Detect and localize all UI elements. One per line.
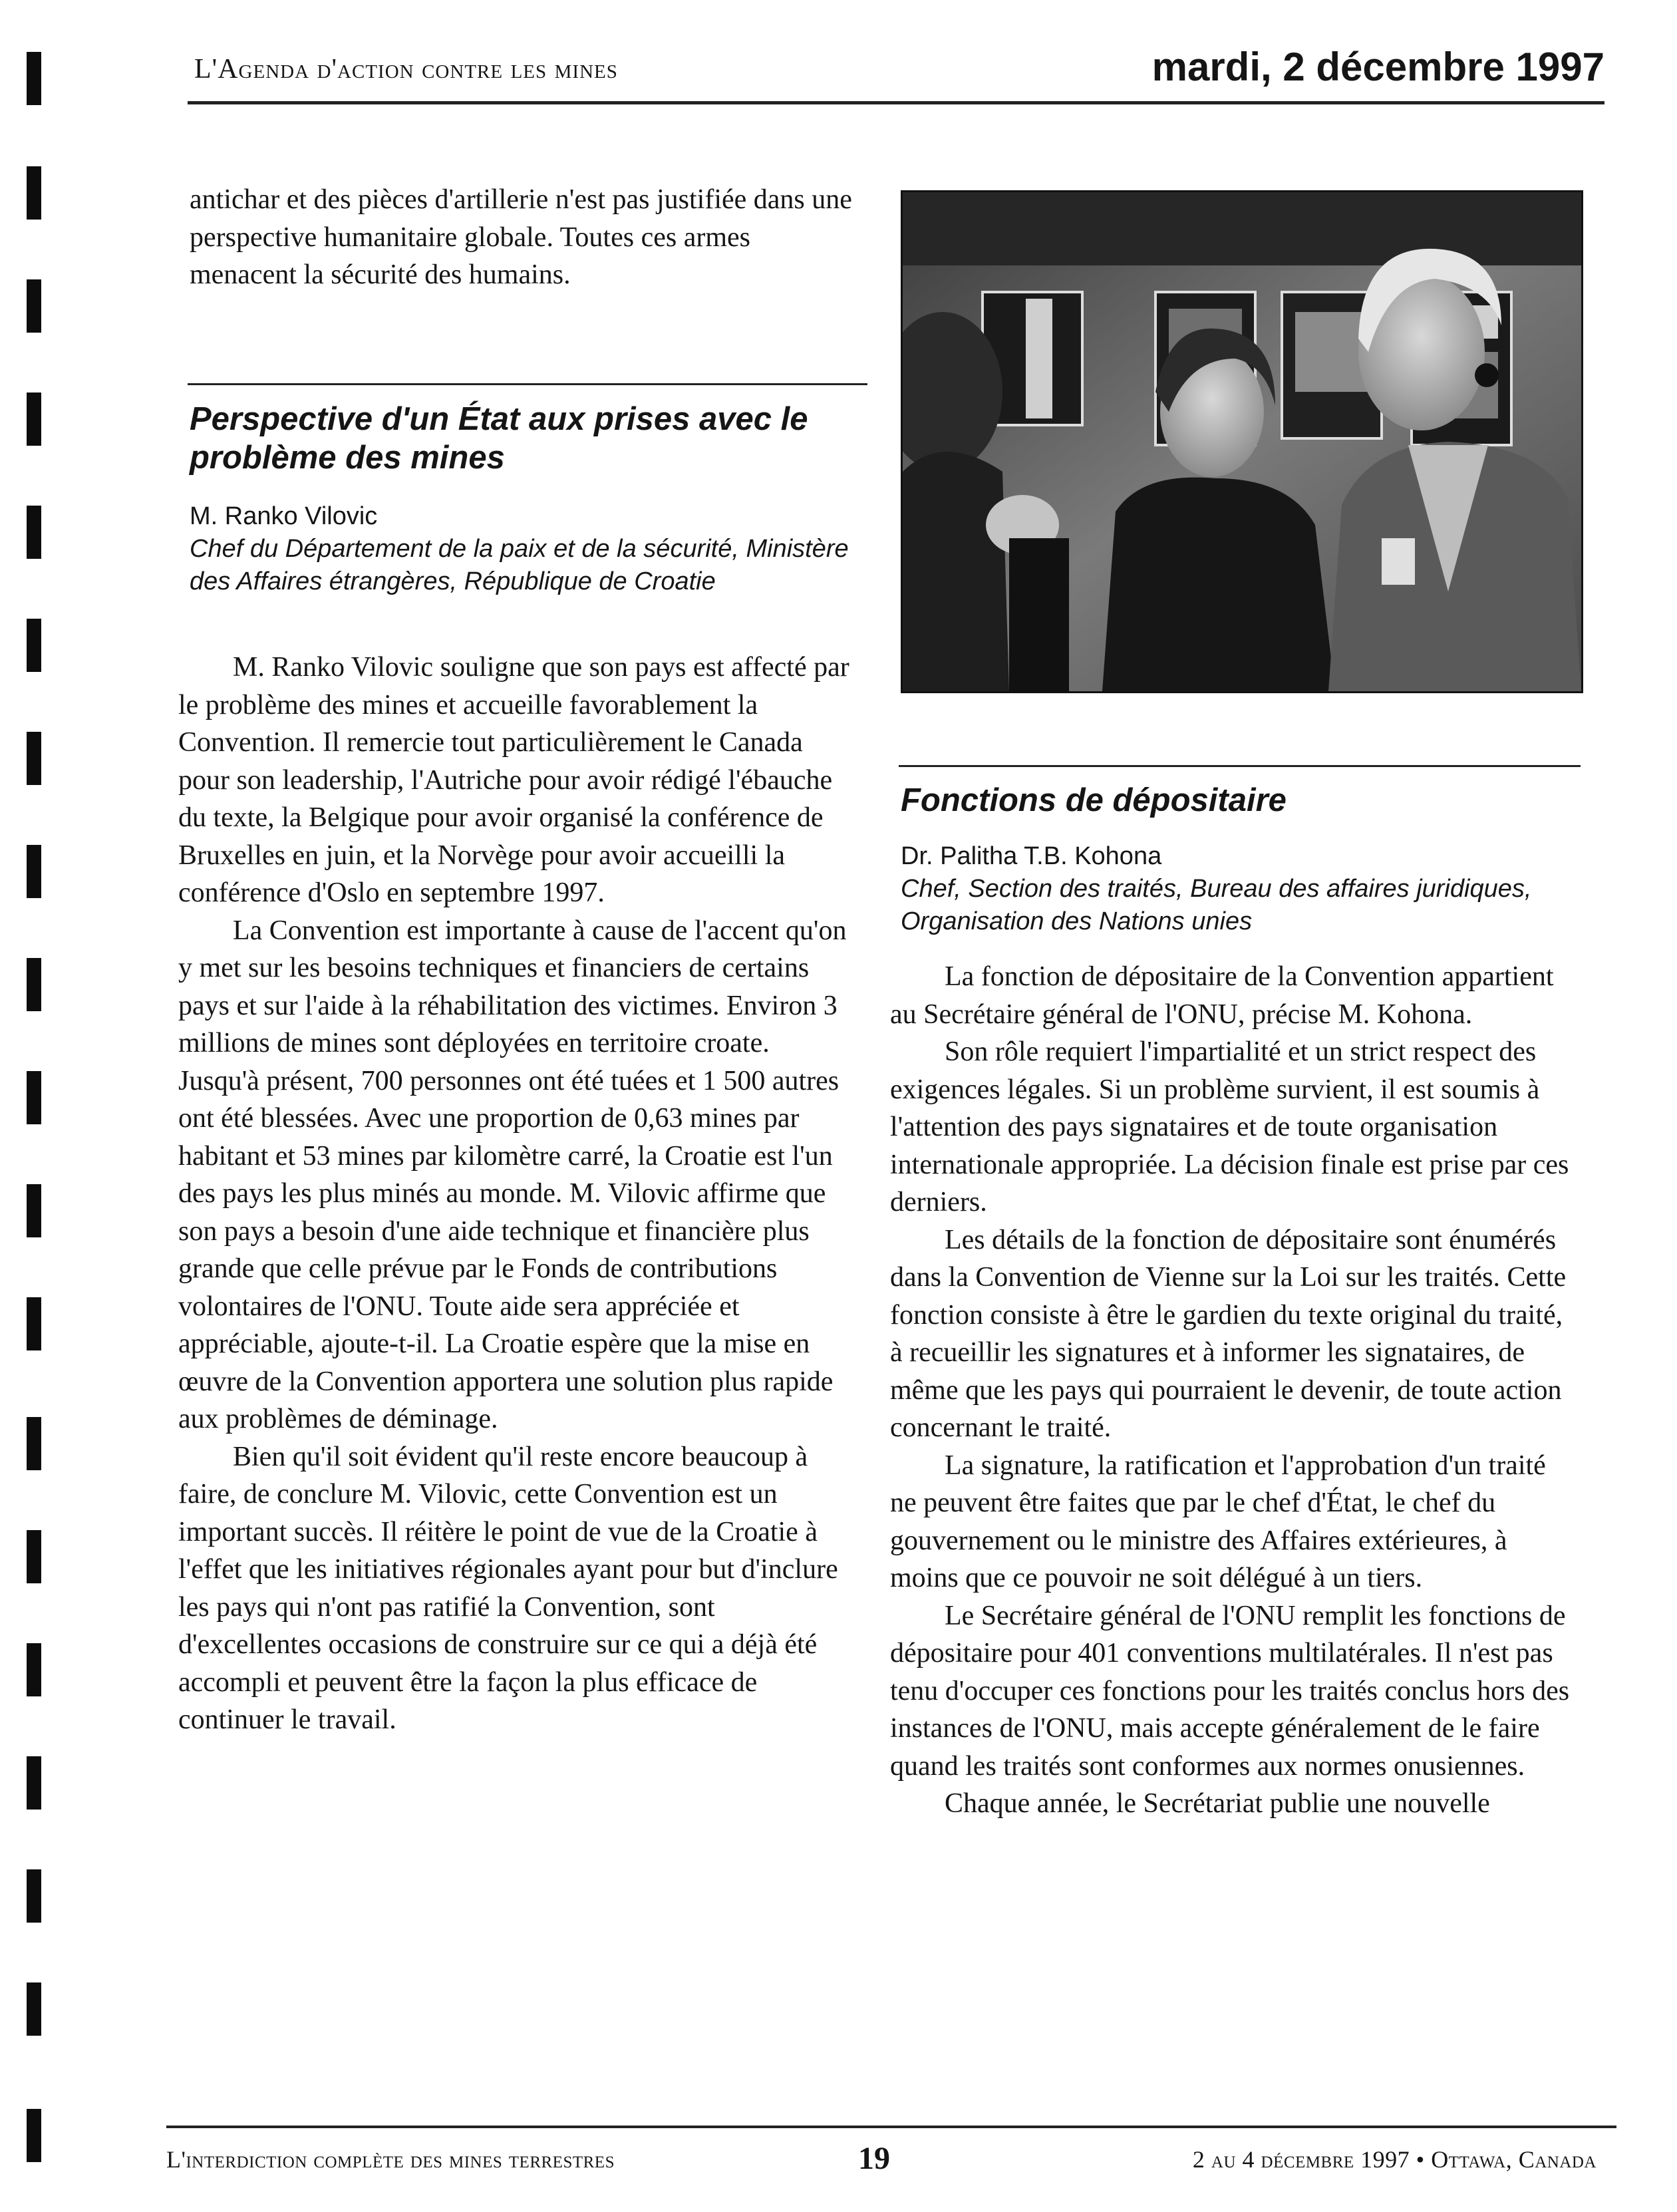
speaker-name: Dr. Palitha T.B. Kohona (901, 842, 1162, 870)
speaker-role: Chef du Département de la paix et de la sécurité, Ministère des Affaires étrangères, République de Croatie (190, 535, 849, 595)
paragraph: La Convention est importante à cause de l'accent qu'on y met sur les besoins techniques et financiers de certains pays et sur l'aide à la réhabilitation des victimes. Environ 3 millions de mines sont déployées en territoire croate. Jusqu'à présent, 700 personnes ont été tuées et 1 500 autres ont été blessées. Avec une proportion de 0,63 mines par habitant et 53 mines par kilomètre carré, la Croatie est l'un des pays les plus minés au monde. M. Vilovic affirme que son pays a besoin d'une aide technique et financière plus grande que celle prévue par le Fonds de contributions volontaires de l'ONU. Toute aide sera appréciée et appréciable, ajoute-t-il. La Croatie espère que la mise en œuvre de la Convention apportera une solution plus rapide aux problèmes de déminage. (178, 915, 847, 1434)
byline-2 (901, 840, 1566, 938)
running-header (188, 41, 1604, 104)
paragraph: Chaque année, le Secrétariat publie une nouvelle (945, 1788, 1490, 1819)
binder-mark (27, 1184, 41, 1237)
paragraph: La signature, la ratification et l'approbation d'un traité ne peuvent être faites que par le chef d'État, le chef du gouvernement ou le ministre des Affaires extérieures, à moins que ce pouvoir ne soit délégué à un tiers. (890, 1450, 1546, 1593)
binder-mark (27, 1982, 41, 2036)
publication-title: L'Agenda d'action contre les mines (194, 54, 618, 84)
paragraph: antichar et des pièces d'artillerie n'est pas justifiée dans une perspective humanitaire globale. Toutes ces armes menacent la sécurité des humains. (190, 184, 852, 290)
paragraph: Les détails de la fonction de dépositaire sont énumérés dans la Convention de Vienne sur la Loi sur les traités. Cette fonction consiste à être le gardien du texte original du traité, à recueillir les signatures et à informer les signataires, de même que les pays qui pourraient le devenir, de toute action concernant le traité. (890, 1224, 1567, 1443)
paragraph: Bien qu'il soit évident qu'il reste encore beaucoup à faire, de conclure M. Vilovic, cette Convention est un important succès. Il réitère le point de vue de la Croatie à l'effet que les initiatives régionales ayant pour but d'inclure les pays qui n'ont pas ratifié la Convention, sont d'excellentes occasions de construire sur ce qui a déjà été accompli et peuvent être la façon la plus efficace de continuer le travail. (178, 1441, 838, 1735)
binder-mark (27, 1643, 41, 1696)
binder-mark (27, 845, 41, 898)
section-divider (899, 765, 1581, 767)
binder-mark (27, 52, 41, 105)
issue-date: mardi, 2 décembre 1997 (1151, 45, 1604, 89)
footer-publication: L'interdiction complète des mines terrestres (166, 2146, 615, 2173)
conference-photo (901, 190, 1583, 693)
binder-mark (27, 958, 41, 1011)
speaker-role: Chef, Section des traités, Bureau des affaires juridiques, Organisation des Nations unies (901, 875, 1532, 935)
binder-mark (27, 732, 41, 785)
binder-mark (27, 2109, 41, 2162)
binder-mark (27, 1869, 41, 1923)
paragraph: La fonction de dépositaire de la Convention appartient au Secrétaire général de l'ONU, précise M. Kohona. (890, 961, 1554, 1030)
binder-mark (27, 393, 41, 446)
paragraph: Son rôle requiert l'impartialité et un strict respect des exigences légales. Si un problème survient, il est soumis à l'attention des pays signataires et de toute organisation internationale appropriée. La décision finale est prise par ces derniers. (890, 1036, 1569, 1217)
page-number: 19 (858, 2141, 890, 2176)
section-divider (188, 383, 867, 385)
binder-mark (27, 279, 41, 333)
binder-mark (27, 1530, 41, 1583)
binder-mark (27, 166, 41, 220)
byline-1 (190, 500, 855, 598)
binder-mark (27, 619, 41, 672)
article-title-2: Fonctions de dépositaire (901, 782, 1287, 818)
binder-mark (27, 1756, 41, 1810)
article-body-2 (890, 958, 1572, 1823)
binder-mark (27, 506, 41, 559)
paragraph: M. Ranko Vilovic souligne que son pays est affecté par le problème des mines et accueille favorablement la Convention. Il remercie tout particulièrement le Canada pour son leadership, l'Autriche pour avoir rédigé l'ébauche du texte, la Belgique pour avoir organisé la conférence de Bruxelles en juin, et la Norvège pour avoir accueilli la conférence d'Oslo en septembre 1997. (178, 652, 849, 908)
continued-paragraph (190, 181, 855, 294)
footer-event-info: 2 au 4 décembre 1997 • Ottawa, Canada (1192, 2146, 1597, 2173)
paragraph: Le Secrétaire général de l'ONU remplit les fonctions de dépositaire pour 401 conventions multilatérales. Il n'est pas tenu d'occuper ces fonctions pour les traités conclus hors des instances de l'ONU, mais accepte généralement de le faire quand les traités sont conformes aux normes onusiennes. (890, 1600, 1570, 1782)
binder-mark (27, 1071, 41, 1124)
binder-mark (27, 1417, 41, 1470)
speaker-name: M. Ranko Vilovic (190, 502, 378, 530)
running-footer (166, 2126, 1616, 2181)
binder-mark (27, 1297, 41, 1350)
article-title-1: Perspective d'un État aux prises avec le problème des mines (190, 401, 808, 476)
article-body-1 (178, 649, 857, 1739)
